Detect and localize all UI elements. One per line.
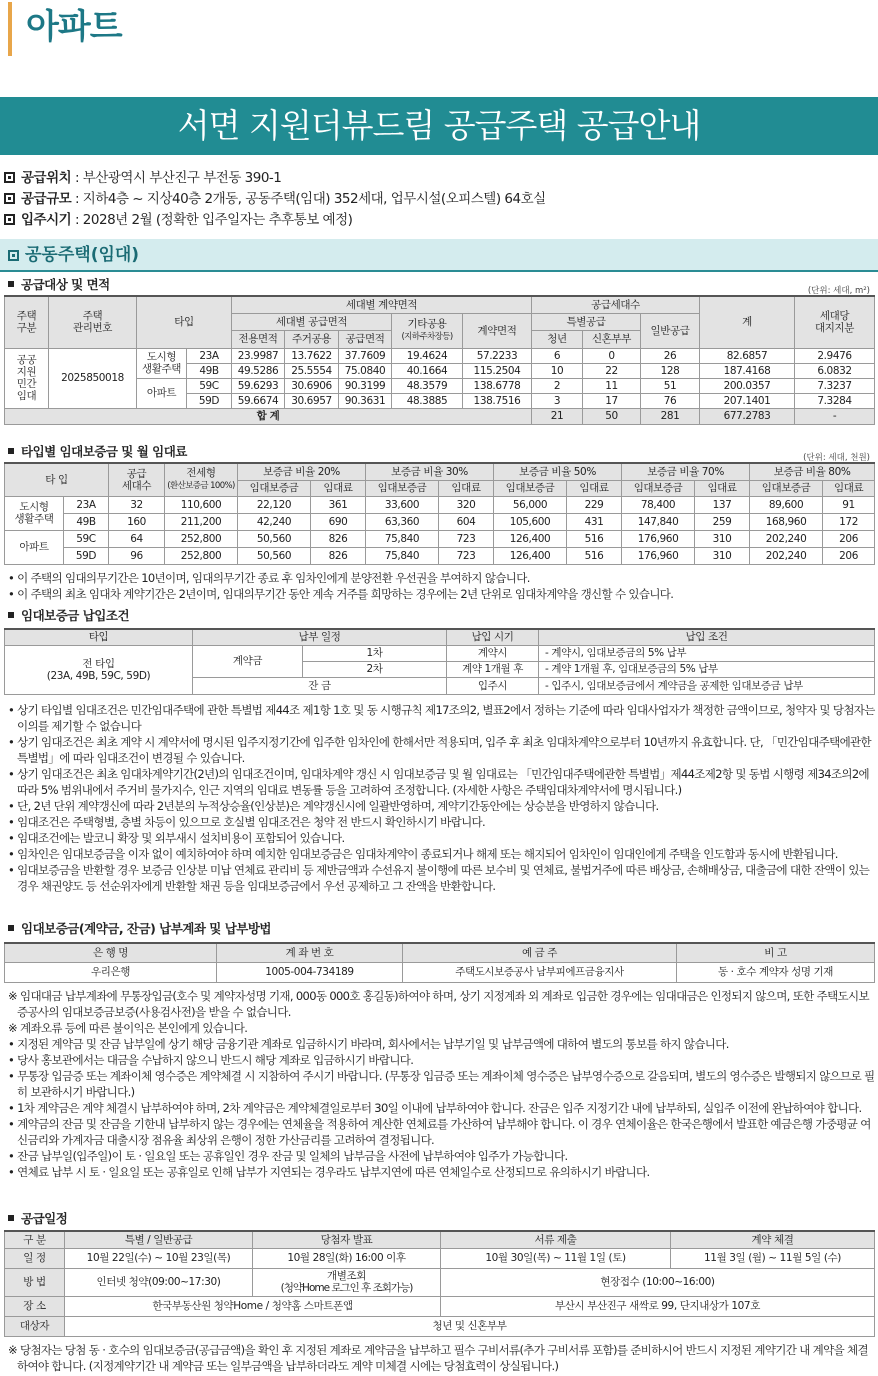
cell: 59C — [64, 530, 109, 547]
cell: 202,240 — [750, 547, 823, 564]
cell: 229 — [567, 496, 622, 513]
header-other-label: 기타공용 — [407, 318, 447, 330]
subsection-title: 임대보증금 납입조건 — [8, 608, 129, 624]
info-value: : 부산광역시 부산진구 부전동 390-1 — [71, 170, 282, 186]
header-other-sub: (지하주차장등) — [401, 332, 453, 342]
cell: - 계약시, 임대보증금의 5% 납부 — [539, 645, 875, 661]
cell: 30.6906 — [285, 378, 339, 393]
cell: 21 — [532, 408, 583, 424]
header-kind: 주택 구분 — [5, 296, 49, 348]
cell: - — [795, 408, 875, 424]
cell: 0 — [583, 348, 641, 363]
header-deposit: 임대보증금 — [494, 480, 567, 496]
contract-cell: 계약금 — [193, 645, 303, 677]
payment-terms-table — [4, 628, 875, 695]
cell: 59C — [187, 378, 232, 393]
cell: 19.4624 — [392, 348, 463, 363]
cell: 우리은행 — [5, 962, 217, 982]
header-land: 세대당 대지지분 — [795, 296, 875, 348]
cell: 6.0832 — [795, 363, 875, 378]
header-rent: 임대료 — [311, 480, 366, 496]
category-label: 아파트 — [8, 2, 122, 56]
cell: 677.2783 — [700, 408, 795, 424]
note-item: • 잔금 납부일(입주일)이 토 · 일요일 또는 공휴일인 경우 잔금 및 일체의 납부금을 사전에 납부하여야 입주가 가능합니다. — [8, 1149, 568, 1163]
project-info — [4, 168, 874, 231]
header-category: 구 분 — [5, 1231, 65, 1248]
subsection-title: 공급일정 — [8, 1211, 67, 1227]
cell: 64 — [109, 530, 165, 547]
note-item: • 임대조건은 주택형별, 층별 차등이 있으므로 호실별 임대조건은 청약 전 반드시 확인하시기 바랍니다. — [8, 815, 486, 829]
cell: 48.3885 — [392, 393, 463, 408]
cell: 76 — [641, 393, 700, 408]
cell: 723 — [439, 530, 494, 547]
cell: 42,240 — [238, 513, 311, 530]
type-cell — [5, 645, 193, 694]
info-movein — [4, 210, 874, 231]
cell: 37.7609 — [339, 348, 392, 363]
header-type: 타입 — [5, 629, 193, 645]
note-item: • 당사 홍보관에서는 대금을 수납하지 않으니 반드시 해당 계좌로 입금하시기 바랍니다. — [8, 1053, 414, 1067]
page-title: 서면 지원더뷰드림 공급주택 공급안내 — [0, 97, 878, 155]
cell: 50,560 — [238, 530, 311, 547]
kind-cell: 공공 지원 민간 임대 — [5, 348, 49, 408]
info-value: : 지하4층 ~ 지상40층 2개동, 공동주택(임대) 352세대, 업무시설(오피스텔) 64호실 — [71, 191, 546, 207]
header-account: 계 좌 번 호 — [217, 943, 403, 962]
header-deposit: 임대보증금 — [366, 480, 439, 496]
header-rent: 임대료 — [439, 480, 494, 496]
group-cell: 아파트 — [137, 378, 187, 408]
type-label: 전 타입 — [82, 657, 115, 670]
cell: 126,400 — [494, 530, 567, 547]
table-row — [5, 530, 875, 547]
note-item: • 계약금의 잔금 및 잔금을 기한내 납부하지 않는 경우에는 연체율을 적용하여 계산한 연체료를 가산하여 납부해야 합니다. 이 경우 연체이율은 한국은행에서 발표한 예금은행 가중평균 여신금리와 가계자금 대출시장 점유율 최상위 은행이 정한 가산금리를 고려하여 결정됩니다. — [8, 1117, 871, 1147]
header-contract: 계약면적 — [463, 313, 532, 348]
header-excl: 전용면적 — [232, 330, 285, 348]
cell: 10월 22일(수) ~ 10월 23일(목) — [65, 1248, 253, 1268]
cell: 청년 및 신혼부부 — [65, 1316, 875, 1336]
notes-rent — [4, 570, 876, 602]
ratio-header: 보증금 비율 50% — [494, 463, 622, 480]
sum-label: 합 계 — [5, 408, 532, 424]
table-row — [5, 962, 875, 982]
header-condition: 납입 조건 — [539, 629, 875, 645]
cell: 33,600 — [366, 496, 439, 513]
header-supply-area: 세대별 공급면적 — [232, 313, 392, 330]
cell: 7.3237 — [795, 378, 875, 393]
cell: 17 — [583, 393, 641, 408]
ratio-header: 보증금 비율 20% — [238, 463, 366, 480]
header-units: 공급 세대수 — [109, 463, 165, 496]
cell: 281 — [641, 408, 700, 424]
mgmt-cell: 2025850018 — [49, 348, 137, 408]
area-table — [4, 295, 875, 425]
note-item: • 상기 임대조건은 최초 계약 시 계약서에 명시된 입주지정기간에 입주한 임차인에 한해서만 적용되며, 입주 후 최초 임대차계약으로부터 10년까지 유효합니다. 단, 「민간임대주택에관한특별법」에 따라 임대조건이 변경될 수 있습니다. — [8, 735, 871, 765]
header-bank: 은 행 명 — [5, 943, 217, 962]
subsection-title: 임대보증금(계약금, 잔금) 납부계좌 및 납부방법 — [8, 921, 271, 937]
cell: 75,840 — [366, 530, 439, 547]
cell: 90.3631 — [339, 393, 392, 408]
cell: 75,840 — [366, 547, 439, 564]
cell: 826 — [311, 530, 366, 547]
cell: 168,960 — [750, 513, 823, 530]
cell: 91 — [823, 496, 875, 513]
header-jeonse-label: 전세형 — [186, 467, 216, 480]
cell: 138.7516 — [463, 393, 532, 408]
cell: 690 — [311, 513, 366, 530]
cell: 25.5554 — [285, 363, 339, 378]
cell: 11월 3일 (월) ~ 11월 5일 (수) — [671, 1248, 875, 1268]
cell: 90.3199 — [339, 378, 392, 393]
cell: 22,120 — [238, 496, 311, 513]
note-item: • 무통장 입금증 또는 계좌이체 영수증은 계약체결 시 지참하여 주시기 바랍니다. (무통장 입금증 또는 계좌이체 영수증은 납부영수증으로 갈음되며, 별도의 영수증은 발행되지 않으므로 필히 보관하시기 바랍니다.) — [8, 1069, 875, 1099]
header-youth: 청년 — [532, 330, 583, 348]
cell: 인터넷 청약(09:00~17:30) — [65, 1268, 253, 1296]
header-units: 공급세대수 — [532, 296, 700, 313]
cell: 59D — [64, 547, 109, 564]
schedule-table — [4, 1230, 875, 1337]
group-cell: 도시형 생활주택 — [137, 348, 187, 378]
info-scale — [4, 189, 874, 210]
section-title: 공동주택(임대) — [25, 245, 140, 265]
header-newly: 신혼부부 — [583, 330, 641, 348]
cell: 172 — [823, 513, 875, 530]
cell: 110,600 — [165, 496, 238, 513]
header-special: 특별공급 — [532, 313, 641, 330]
table-row — [5, 1296, 875, 1316]
cell: 259 — [695, 513, 750, 530]
square-bullet-icon — [4, 193, 15, 204]
cell: 78,400 — [622, 496, 695, 513]
cell: 202,240 — [750, 530, 823, 547]
cell: 176,960 — [622, 530, 695, 547]
header-rent: 임대료 — [567, 480, 622, 496]
group-cell: 도시형 생활주택 — [5, 496, 64, 530]
cell: 50 — [583, 408, 641, 424]
table-row — [5, 547, 875, 564]
cell: 206 — [823, 530, 875, 547]
table-row — [5, 1316, 875, 1336]
cell — [253, 1268, 441, 1296]
method-winner: 개별조회 — [327, 1270, 366, 1282]
cell: 입주시 — [447, 677, 539, 694]
cell: 516 — [567, 530, 622, 547]
cell: 252,800 — [165, 547, 238, 564]
method-winner-sub: (청약Home 로그인 후 조회가능) — [280, 1282, 413, 1294]
row-label: 방 법 — [5, 1268, 65, 1296]
cell: 207.1401 — [700, 393, 795, 408]
note-item: • 지정된 계약금 및 잔금 납부일에 상기 해당 금융기관 계좌로 입금하시기 바라며, 회사에서는 납부기일 및 납부금액에 대하여 별도의 통보를 하지 않습니다. — [8, 1037, 729, 1051]
header-rent: 임대료 — [823, 480, 875, 496]
cell: 한국부동산원 청약Home / 청약홈 스마트폰앱 — [65, 1296, 441, 1316]
header-supply: 특별 / 일반공급 — [65, 1231, 253, 1248]
square-bullet-icon — [4, 172, 15, 183]
cell: 49B — [64, 513, 109, 530]
info-location — [4, 168, 874, 189]
square-bullet-icon — [4, 214, 15, 225]
note-item: • 이 주택의 최초 임대차 계약기간은 2년이며, 임대의무기간 동안 계속 거주를 희망하는 경우에는 2년 단위로 임대차계약을 갱신할 수 있습니다. — [8, 587, 674, 601]
cell: 30.6957 — [285, 393, 339, 408]
cell: 82.6857 — [700, 348, 795, 363]
cell: 49B — [187, 363, 232, 378]
section-header — [0, 239, 878, 272]
notes-terms — [4, 702, 876, 894]
group-cell: 아파트 — [5, 530, 64, 564]
cell: 50,560 — [238, 547, 311, 564]
cell: 13.7622 — [285, 348, 339, 363]
cell: 59D — [187, 393, 232, 408]
account-table — [4, 942, 875, 983]
cell: 431 — [567, 513, 622, 530]
cell: 310 — [695, 547, 750, 564]
cell: 2차 — [303, 661, 447, 677]
unit-note: (단위: 세대, 천원) — [803, 453, 870, 463]
note-item: • 임대조건에는 발코니 확장 및 외부새시 설치비용이 포함되어 있습니다. — [8, 831, 345, 845]
ratio-header: 보증금 비율 70% — [622, 463, 750, 480]
cell: 361 — [311, 496, 366, 513]
cell: 22 — [583, 363, 641, 378]
header-resid: 주거공용 — [285, 330, 339, 348]
cell: 320 — [439, 496, 494, 513]
subsection-title: 타입별 임대보증금 및 월 임대료 — [8, 444, 187, 460]
table-row — [5, 496, 875, 513]
ratio-header: 보증금 비율 80% — [750, 463, 875, 480]
cell: 187.4168 — [700, 363, 795, 378]
cell: 32 — [109, 496, 165, 513]
cell: 6 — [532, 348, 583, 363]
cell: 23.9987 — [232, 348, 285, 363]
cell: 40.1664 — [392, 363, 463, 378]
cell: 23A — [64, 496, 109, 513]
cell: 2.9476 — [795, 348, 875, 363]
cell: 96 — [109, 547, 165, 564]
header-rent: 임대료 — [695, 480, 750, 496]
note-item: • 1차 계약금은 계약 체결시 납부하여야 하며, 2차 계약금은 계약체결일로부터 30일 이내에 납부하여야 합니다. 잔금은 입주 지정기간 내에 납부하되, 실입주 이전에 완납하여야 합니다. — [8, 1101, 862, 1115]
cell: 75.0840 — [339, 363, 392, 378]
cell: 826 — [311, 547, 366, 564]
notes-schedule — [4, 1342, 876, 1374]
cell: 126,400 — [494, 547, 567, 564]
cell: 138.6778 — [463, 378, 532, 393]
notes-account — [4, 988, 876, 1180]
cell: 128 — [641, 363, 700, 378]
cell: 3 — [532, 393, 583, 408]
cell: 10 — [532, 363, 583, 378]
cell: - 입주시, 임대보증금에서 계약금을 공제한 임대보증금 납부 — [539, 677, 875, 694]
cell: 현장접수 (10:00~16:00) — [441, 1268, 875, 1296]
cell: 115.2504 — [463, 363, 532, 378]
note-item: • 상기 타입별 임대조건은 민간임대주택에 관한 특별법 제44조 제1항 1호 및 동 시행규칙 제17조의2, 별표2에서 정하는 기준에 따라 임대사업자가 책정한 금액이므로, 청약자 및 당첨자는 이의를 제기할 수 없습니다 — [8, 703, 875, 733]
cell: 604 — [439, 513, 494, 530]
cell: 516 — [567, 547, 622, 564]
cell: 10월 30일(목) ~ 11월 1일 (토) — [441, 1248, 671, 1268]
note-item: ※ 당첨자는 당첨 동 · 호수의 임대보증금(공급금액)을 확인 후 지정된 계좌로 계약금을 납부하고 필수 구비서류(추가 구비서류 포함)를 준비하시어 반드시 지정된 계약기간 내 계약을 체결하여야 합니다. (지정계약기간 내 계약금 또는 일부금액을 납부하더라도 계약 미체결 시에는 당첨효력이 상실됩니다.) — [8, 1343, 868, 1373]
note-item: • 임대보증금을 반환할 경우 보증금 인상분 미납 연체료 관리비 등 제반금액과 수선유지 불이행에 따른 보수비 및 연체료, 불법거주에 따른 배상금, 손해배상금, 대출금에 대한 잔액이 있는 경우 채권양도 등 선순위자에게 반환할 채권 등을 임대보증금에서 우선 공제하고 그 잔액을 반환합니다. — [8, 863, 870, 893]
note-item: • 연체료 납부 시 토 · 일요일 또는 공휴일로 인해 납부가 지연되는 경우라도 납부지연에 따른 연체일수로 산정되므로 유의하시기 바랍니다. — [8, 1165, 650, 1179]
cell: 211,200 — [165, 513, 238, 530]
cell: 11 — [583, 378, 641, 393]
cell: 49.5286 — [232, 363, 285, 378]
header-jeonse — [165, 463, 238, 496]
header-general: 일반공급 — [641, 313, 700, 348]
cell: 147,840 — [622, 513, 695, 530]
info-label: 공급위치 — [21, 170, 72, 186]
cell: 89,600 — [750, 496, 823, 513]
header-holder: 예 금 주 — [403, 943, 677, 962]
cell: 206 — [823, 547, 875, 564]
cell: 160 — [109, 513, 165, 530]
cell: 1차 — [303, 645, 447, 661]
cell: - 계약 1개월 후, 임대보증금의 5% 납부 — [539, 661, 875, 677]
header-supply: 공급면적 — [339, 330, 392, 348]
header-remark: 비 고 — [677, 943, 875, 962]
header-winner: 당첨자 발표 — [253, 1231, 441, 1248]
header-total: 계 — [700, 296, 795, 348]
cell: 57.2233 — [463, 348, 532, 363]
cell: 26 — [641, 348, 700, 363]
info-label: 공급규모 — [21, 191, 72, 207]
header-contract: 계약 체결 — [671, 1231, 875, 1248]
note-item: ※ 계좌오류 등에 따른 불이익은 본인에게 있습니다. — [8, 1021, 248, 1035]
cell: 1005-004-734189 — [217, 962, 403, 982]
row-label: 장 소 — [5, 1296, 65, 1316]
header-mgmt: 주택 관리번호 — [49, 296, 137, 348]
cell: 51 — [641, 378, 700, 393]
note-item: • 단, 2년 단위 계약갱신에 따라 2년분의 누적상승율(인상분)은 계약갱신시에 일괄반영하며, 계약기간동안에는 상승분을 반영하지 않습니다. — [8, 799, 659, 813]
table-row — [5, 513, 875, 530]
header-deposit: 임대보증금 — [238, 480, 311, 496]
header-jeonse-sub: (환산보증금 100%) — [167, 481, 235, 492]
cell: 137 — [695, 496, 750, 513]
cell: 105,600 — [494, 513, 567, 530]
square-bullet-icon — [8, 250, 19, 261]
cell: 63,360 — [366, 513, 439, 530]
header-area: 세대별 계약면적 — [232, 296, 532, 313]
row-label: 일 정 — [5, 1248, 65, 1268]
cell: 723 — [439, 547, 494, 564]
cell: 7.3284 — [795, 393, 875, 408]
row-label: 대상자 — [5, 1316, 65, 1336]
balance-cell: 잔 금 — [193, 677, 447, 694]
info-value: : 2028년 2월 (정확한 입주일자는 추후통보 예정) — [71, 212, 353, 228]
unit-note: (단위: 세대, m²) — [807, 286, 870, 296]
header-when: 납입 시기 — [447, 629, 539, 645]
type-sub: (23A, 49B, 59C, 59D) — [46, 669, 151, 682]
table-row — [5, 1268, 875, 1296]
cell: 59.6674 — [232, 393, 285, 408]
ratio-header: 보증금 비율 30% — [366, 463, 494, 480]
table-row — [5, 348, 875, 363]
cell: 176,960 — [622, 547, 695, 564]
table-row — [5, 1248, 875, 1268]
note-item: • 상기 임대조건은 최초 임대차계약기간(2년)의 임대조건이며, 임대차계약 갱신 시 임대보증금 및 월 임대료는 「민간임대주택에관한 특별법」제44조제2항 및 동법 시행령 제34조의2에 따라 5% 범위내에서 주거비 물가지수, 인근 지역의 임대료 변동률 등을 고려하여 조정합니다. (자세한 사항은 주택임대차계약서에 명시됩니다.) — [8, 767, 869, 797]
cell: 계약 1개월 후 — [447, 661, 539, 677]
info-label: 입주시기 — [21, 212, 72, 228]
note-item: ※ 임대대금 납부계좌에 무통장입금(호수 및 계약자성명 기재, 000동 000호 홍길동)하여야 하며, 상기 지정계좌 외 계좌로 입금한 경우에는 임대대금은 인정되지 않으며, 또한 주택도시보증공사의 임대보증금보증(사용검사전)을 받을 수 없습니다. — [8, 989, 869, 1019]
rent-table — [4, 462, 875, 565]
cell: 200.0357 — [700, 378, 795, 393]
header-schedule: 납부 일정 — [193, 629, 447, 645]
cell: 23A — [187, 348, 232, 363]
cell: 310 — [695, 530, 750, 547]
table-row — [5, 645, 875, 661]
header-deposit: 임대보증금 — [622, 480, 695, 496]
cell: 부산시 부산진구 새싹로 99, 단지내상가 107호 — [441, 1296, 875, 1316]
sum-row — [5, 408, 875, 424]
note-item: • 임차인은 임대보증금을 이자 없이 예치하여야 하며 예치한 임대보증금은 임대차계약이 종료되거나 해제 또는 해지되어 임차인이 임대인에게 주택을 인도함과 동시에 반환됩니다. — [8, 847, 838, 861]
header-docs: 서류 제출 — [441, 1231, 671, 1248]
header-other — [392, 313, 463, 348]
cell: 48.3579 — [392, 378, 463, 393]
cell: 59.6293 — [232, 378, 285, 393]
cell: 주택도시보증공사 남부피에프금융지사 — [403, 962, 677, 982]
cell: 56,000 — [494, 496, 567, 513]
header-type: 타입 — [137, 296, 232, 348]
header-type: 타 입 — [5, 463, 109, 496]
cell: 2 — [532, 378, 583, 393]
subsection-title: 공급대상 및 면적 — [8, 277, 110, 293]
note-item: • 이 주택의 임대의무기간은 10년이며, 임대의무기간 종료 후 임차인에게 분양전환 우선권을 부여하지 않습니다. — [8, 571, 530, 585]
cell: 252,800 — [165, 530, 238, 547]
header-deposit: 임대보증금 — [750, 480, 823, 496]
cell: 동 · 호수 계약자 성명 기재 — [677, 962, 875, 982]
cell: 10월 28일(화) 16:00 이후 — [253, 1248, 441, 1268]
cell: 계약시 — [447, 645, 539, 661]
